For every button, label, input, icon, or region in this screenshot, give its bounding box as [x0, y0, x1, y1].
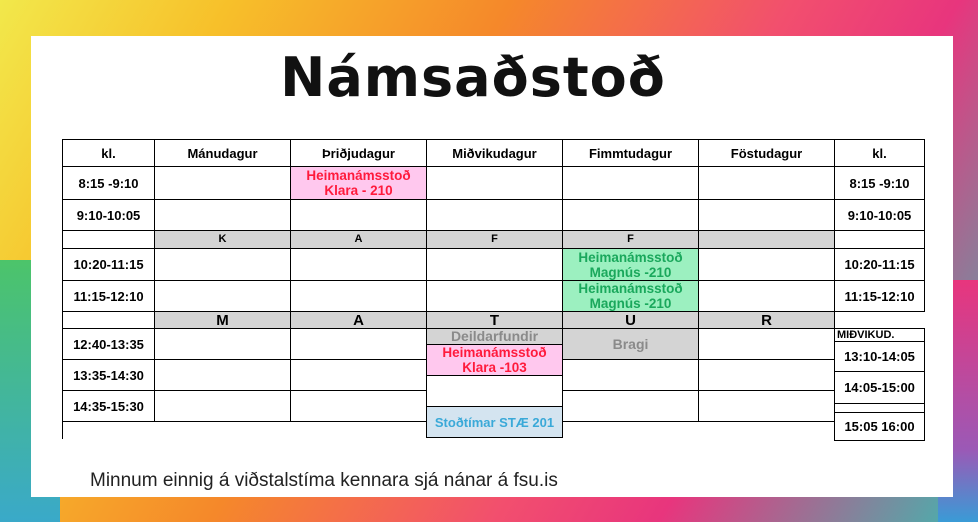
empty-cell	[154, 199, 291, 231]
empty-cell	[154, 248, 291, 281]
empty-cell	[562, 199, 699, 231]
event-heimanamsstod-magnus: Heimanámsstoð Magnús -210	[562, 248, 699, 281]
empty-cell	[562, 359, 699, 391]
lunch-letter: T	[426, 311, 563, 329]
empty-cell	[62, 230, 155, 249]
empty-cell	[698, 166, 835, 200]
empty-cell	[154, 359, 291, 391]
lunch-letter: A	[290, 311, 427, 329]
empty-cell	[698, 328, 835, 360]
empty-cell	[698, 390, 835, 422]
slide	[31, 36, 953, 497]
empty-cell	[698, 248, 835, 281]
empty-cell	[562, 390, 699, 422]
time-cell: 8:15 -9:10	[62, 166, 155, 200]
time-cell: 10:20-11:15	[62, 248, 155, 281]
empty-cell	[290, 390, 427, 422]
time-cell-right: 11:15-12:10	[834, 280, 925, 312]
lunch-letter: M	[154, 311, 291, 329]
header-kl-right: kl.	[834, 139, 925, 167]
empty-cell	[698, 280, 835, 312]
empty-cell	[426, 199, 563, 231]
event-heimanamsstod-magnus: Heimanámsstoð Magnús -210	[562, 280, 699, 312]
header-thursday: Fimmtudagur	[562, 139, 699, 167]
empty-cell	[290, 328, 427, 360]
time-cell-right: 9:10-10:05	[834, 199, 925, 231]
header-tuesday: Þriðjudagur	[290, 139, 427, 167]
empty-cell	[426, 375, 563, 407]
break-letter: A	[290, 230, 427, 249]
time-cell: 9:10-10:05	[62, 199, 155, 231]
wednesday-label-right: MIÐVIKUD.	[834, 328, 925, 342]
empty-cell	[154, 166, 291, 200]
break-cell	[698, 230, 835, 249]
time-cell-right: 13:10-14:05	[834, 341, 925, 372]
time-cell-right: 8:15 -9:10	[834, 166, 925, 200]
break-letter: F	[562, 230, 699, 249]
empty-cell	[290, 199, 427, 231]
empty-cell	[62, 311, 155, 329]
empty-cell	[698, 199, 835, 231]
empty-cell	[154, 390, 291, 422]
time-cell-right: 15:05 16:00	[834, 412, 925, 441]
header-friday: Föstudagur	[698, 139, 835, 167]
time-cell-right: 14:05-15:00	[834, 371, 925, 404]
break-letter: F	[426, 230, 563, 249]
page-title: Námsaðstoð	[280, 46, 666, 109]
time-cell: 14:35-15:30	[62, 390, 155, 422]
empty-cell	[426, 280, 563, 312]
time-cell: 13:35-14:30	[62, 359, 155, 391]
event-heimanamsstod-klara-103: Heimanámsstoð Klara -103	[426, 344, 563, 376]
header-kl-left: kl.	[62, 139, 155, 167]
table-edge	[62, 421, 63, 439]
lunch-letter: U	[562, 311, 699, 329]
event-deildarfundir: Deildarfundir	[426, 328, 563, 345]
header-monday: Mánudagur	[154, 139, 291, 167]
time-cell: 12:40-13:35	[62, 328, 155, 360]
lunch-letter: R	[698, 311, 835, 329]
event-stodtimar-stae: Stoðtímar STÆ 201	[426, 406, 563, 438]
empty-cell	[154, 328, 291, 360]
empty-cell	[426, 248, 563, 281]
empty-cell	[290, 280, 427, 312]
footer-note: Minnum einnig á viðstalstíma kennara sjá nánar á fsu.is	[90, 470, 558, 491]
empty-cell	[562, 166, 699, 200]
empty-cell	[154, 280, 291, 312]
time-cell-right: 10:20-11:15	[834, 248, 925, 281]
time-cell: 11:15-12:10	[62, 280, 155, 312]
empty-cell	[290, 248, 427, 281]
empty-cell	[290, 359, 427, 391]
empty-cell	[834, 230, 925, 249]
event-heimanamsstod-klara: Heimanámsstoð Klara - 210	[290, 166, 427, 200]
empty-cell	[698, 359, 835, 391]
break-letter: K	[154, 230, 291, 249]
empty-cell	[426, 166, 563, 200]
header-wednesday: Miðvikudagur	[426, 139, 563, 167]
event-bragi: Bragi	[562, 328, 699, 360]
